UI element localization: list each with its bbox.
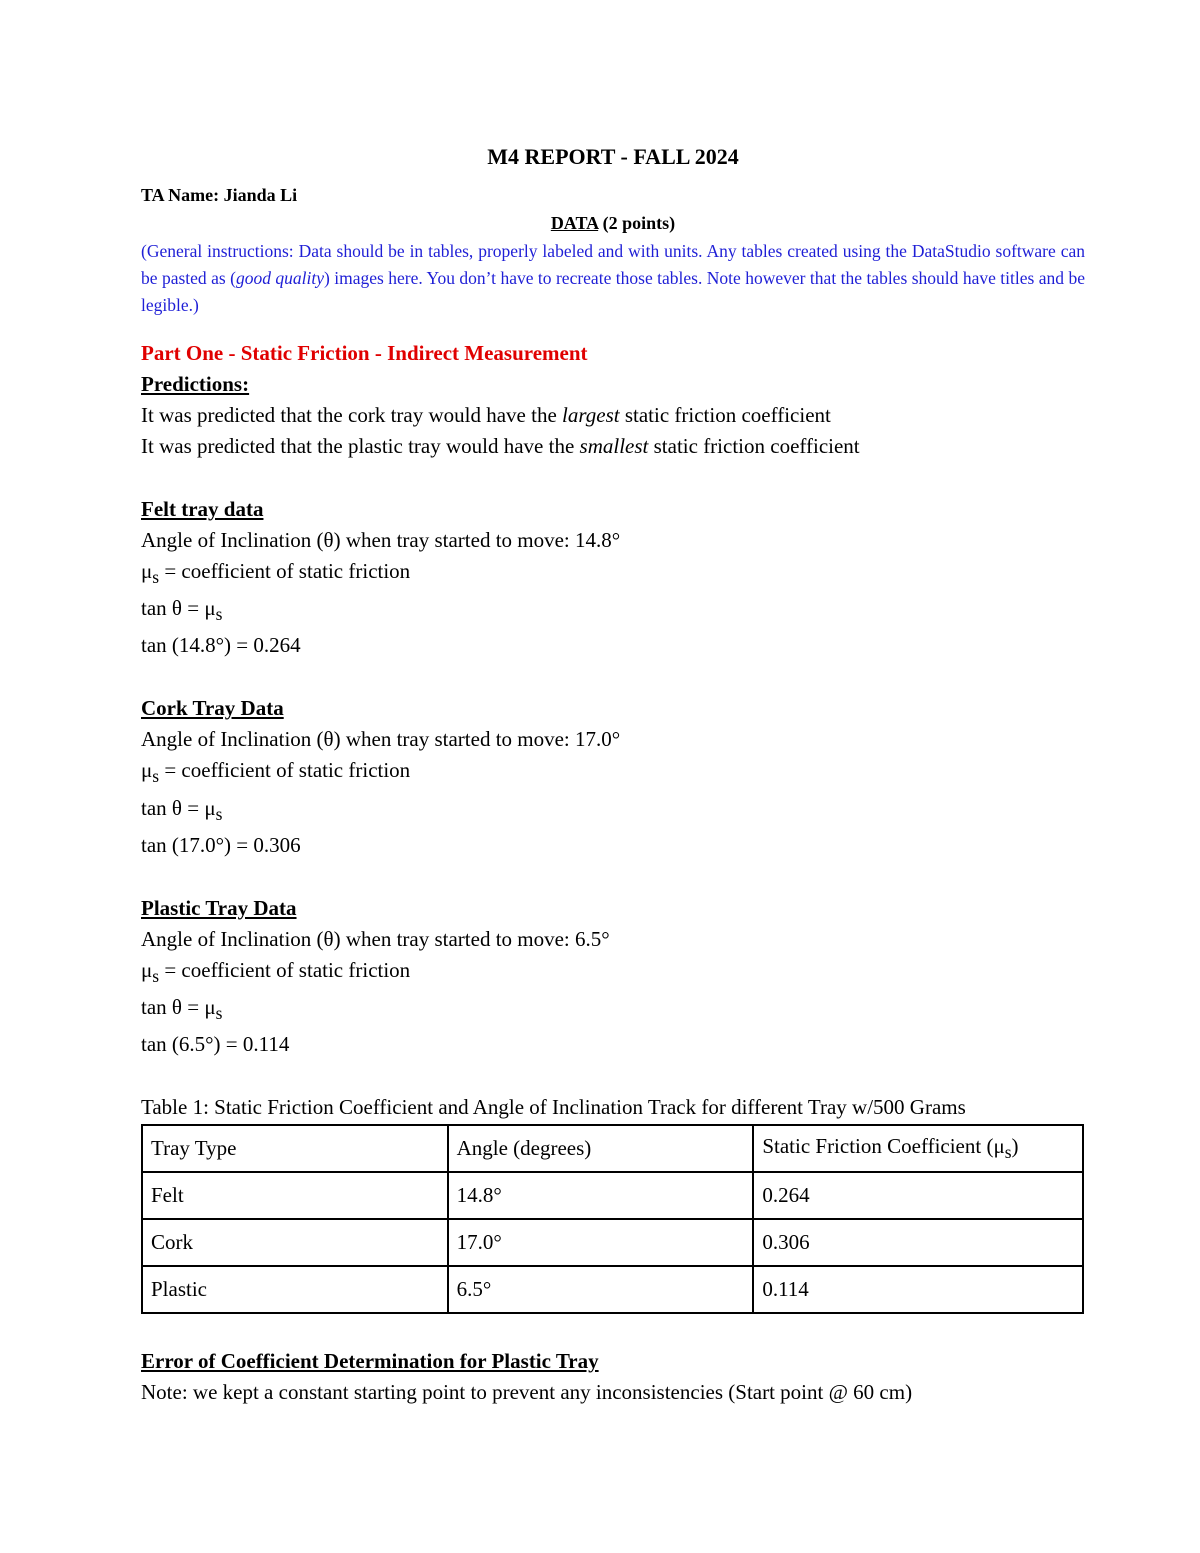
header-angle: Angle (degrees) — [448, 1125, 754, 1172]
part-one-title: Part One - Static Friction - Indirect Measurement — [141, 341, 588, 365]
plastic-heading: Plastic Tray Data — [141, 895, 297, 920]
predictions-heading: Predictions: — [141, 372, 250, 396]
header-coefficient-text: Static Friction Coefficient ( — [762, 1134, 994, 1159]
cell-tray-type: Felt — [142, 1172, 448, 1219]
ta-name: TA Name: Jianda Li — [141, 185, 298, 205]
prediction-1-b: static friction coefficient — [619, 403, 831, 427]
mu-subscript: s — [152, 567, 160, 588]
data-label: DATA — [550, 213, 599, 233]
felt-result: tan (14.8°) = 0.264 — [141, 633, 301, 658]
cork-mu-text: = coefficient of static friction — [159, 758, 411, 783]
mu-symbol: μ — [204, 994, 216, 1019]
cell-coefficient: 0.114 — [753, 1266, 1083, 1313]
cell-coefficient: 0.264 — [753, 1172, 1083, 1219]
felt-mu-definition — [141, 556, 1085, 593]
data-heading — [141, 212, 1085, 234]
plastic-tan-equation — [141, 992, 1085, 1029]
mu-subscript: s — [215, 1003, 223, 1024]
felt-heading: Felt tray data — [141, 497, 264, 521]
felt-tan-text: tan θ = — [141, 596, 205, 621]
cork-result: tan (17.0°) = 0.306 — [141, 832, 301, 857]
error-section-note: Note: we kept a constant starting point to prevent any inconsistencies (Start point @ 60 cm) — [141, 1380, 913, 1405]
mu-subscript: s — [152, 965, 160, 986]
report-title: M4 REPORT - FALL 2024 — [487, 144, 739, 169]
header-coefficient-close: ) — [1011, 1134, 1019, 1159]
prediction-2 — [141, 431, 1085, 462]
plastic-mu-definition — [141, 955, 1085, 992]
plastic-result: tan (6.5°) = 0.114 — [141, 1032, 290, 1057]
prediction-2-b: static friction coefficient — [648, 434, 860, 458]
felt-tan-equation — [141, 593, 1085, 630]
mu-subscript: s — [152, 766, 160, 787]
mu-symbol: μ — [204, 795, 216, 820]
mu-subscript: s — [215, 604, 223, 625]
cork-mu-definition — [141, 755, 1085, 792]
table-row — [142, 1266, 1083, 1313]
plastic-tan-text: tan θ = — [141, 994, 205, 1019]
mu-symbol: μ — [204, 596, 216, 621]
data-points: (2 points) — [598, 213, 676, 233]
cork-tan-equation — [141, 793, 1085, 830]
instructions-part2: ) images here. You don’t have to recreate those tables. Note however that the tables should have titles and be legible.) — [141, 268, 1085, 315]
table-1-caption: Table 1: Static Friction Coefficient and Angle of Inclination Track for different Tray w/500 Grams — [141, 1095, 966, 1120]
mu-symbol: μ — [141, 758, 153, 783]
felt-mu-text: = coefficient of static friction — [159, 559, 411, 583]
mu-symbol: μ — [141, 559, 153, 583]
felt-angle: Angle of Inclination (θ) when tray started to move: 14.8° — [141, 528, 621, 552]
cork-angle: Angle of Inclination (θ) when tray started to move: 17.0° — [141, 727, 621, 752]
cell-angle: 6.5° — [448, 1266, 754, 1313]
prediction-2-emphasis: smallest — [579, 434, 649, 458]
cork-heading: Cork Tray Data — [141, 696, 284, 721]
mu-symbol: μ — [141, 957, 153, 982]
prediction-2-a: It was predicted that the plastic tray would have the — [141, 434, 580, 458]
header-coefficient — [753, 1125, 1083, 1172]
cell-angle: 14.8° — [448, 1172, 754, 1219]
static-friction-table — [141, 1124, 1084, 1314]
table-row — [142, 1172, 1083, 1219]
instructions-emphasis: good quality — [235, 268, 324, 288]
prediction-1 — [141, 400, 1085, 431]
instructions-part1: (General instructions: Data should be in tables, properly labeled and with units. Any tables created using the DataStudio software can be pasted as ( — [141, 241, 1085, 288]
prediction-1-emphasis: largest — [562, 403, 620, 427]
table-row — [142, 1219, 1083, 1266]
mu-subscript: s — [215, 803, 223, 824]
plastic-mu-text: = coefficient of static friction — [159, 957, 411, 982]
general-instructions — [141, 238, 1085, 319]
cell-tray-type: Cork — [142, 1219, 448, 1266]
cell-tray-type: Plastic — [142, 1266, 448, 1313]
mu-subscript: s — [1004, 1142, 1012, 1163]
cell-coefficient: 0.306 — [753, 1219, 1083, 1266]
header-tray-type: Tray Type — [142, 1125, 448, 1172]
cork-tan-text: tan θ = — [141, 795, 205, 820]
plastic-angle: Angle of Inclination (θ) when tray started to move: 6.5° — [141, 926, 610, 951]
table-header-row — [142, 1125, 1083, 1172]
document-page — [141, 140, 1085, 1408]
mu-symbol: μ — [993, 1134, 1005, 1159]
error-section-heading: Error of Coefficient Determination for Plastic Tray — [141, 1349, 599, 1374]
cell-angle: 17.0° — [448, 1219, 754, 1266]
prediction-1-a: It was predicted that the cork tray would have the — [141, 403, 563, 427]
